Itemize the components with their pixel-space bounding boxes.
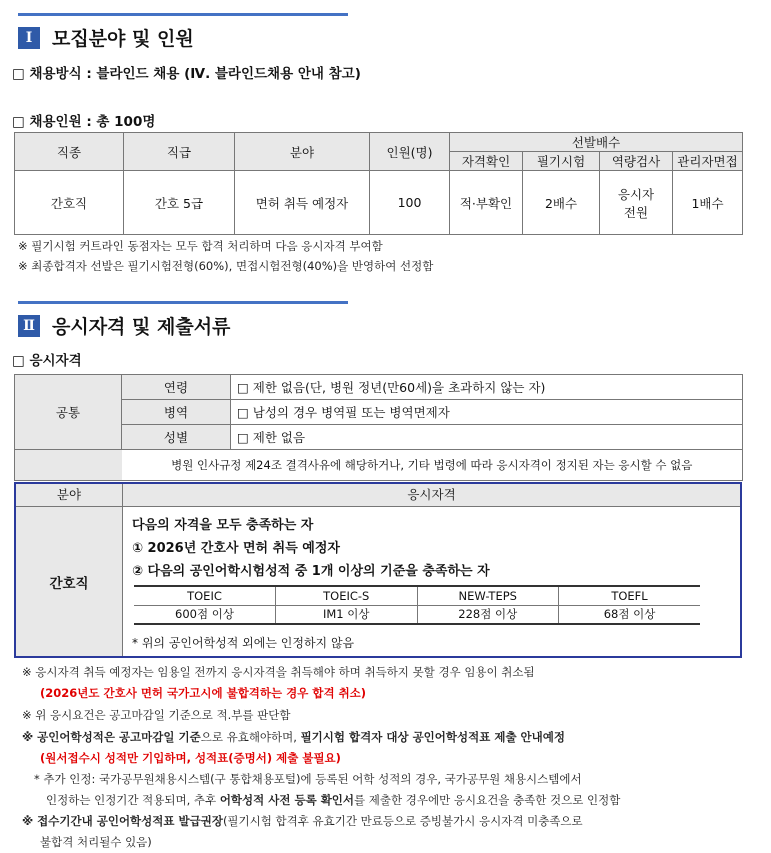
cell-qual-check: 적·부확인 bbox=[450, 171, 523, 235]
test-name: TOEIC-S bbox=[276, 586, 418, 605]
test-score: IM1 이상 bbox=[276, 605, 418, 624]
field-name: 간호직 bbox=[16, 507, 123, 656]
cell-field: 면허 취득 예정자 bbox=[235, 171, 370, 235]
row-val-age: □ 제한 없음(단, 병원 정년(만60세)을 초과하지 않는 자) bbox=[231, 375, 743, 400]
row-key-gender: 성별 bbox=[122, 425, 231, 450]
test-score: 68점 이상 bbox=[559, 605, 701, 624]
note-language-score: ※ 공인어학성적은 공고마감일 기준으로 유효해야하며, 필기시험 합격자 대상 공인어학성적표 제출 안내예정 bbox=[22, 730, 565, 744]
recruit-method-line: □ 채용방식 : 블라인드 채용 (Ⅳ. 블라인드채용 안내 참고) bbox=[12, 66, 361, 82]
col-header-written: 필기시험 bbox=[523, 152, 600, 171]
section-title: 응시자격 및 제출서류 bbox=[52, 316, 231, 338]
test-score: 600점 이상 bbox=[134, 605, 276, 624]
qual-line-1: 다음의 자격을 모두 충족하는 자 bbox=[132, 518, 314, 533]
test-score: 228점 이상 bbox=[417, 605, 559, 624]
recruit-count-line: □ 채용인원 : 총 100명 bbox=[12, 114, 156, 130]
qualification-heading: □ 응시자격 bbox=[12, 353, 82, 369]
test-name: TOEIC bbox=[134, 586, 276, 605]
qual-footnote: * 위의 공인어학성적 외에는 인정하지 않음 bbox=[132, 636, 355, 650]
col-header-field: 분야 bbox=[235, 133, 370, 171]
cell-count: 100 bbox=[370, 171, 450, 235]
test-name: NEW-TEPS bbox=[417, 586, 559, 605]
section-divider-line bbox=[18, 13, 348, 16]
note-cutline: ※ 필기시험 커트라인 동점자는 모두 합격 처리하며 다음 응시자격 부여함 bbox=[18, 239, 383, 253]
note-extra-2: 인정하는 인정기간 적용되며, 추후 어학성적 사전 등록 확인서를 제출한 경우에만 응시요건을 충족한 것으로 인정함 bbox=[46, 793, 621, 807]
section-divider-line bbox=[18, 301, 348, 304]
common-qual-table bbox=[14, 374, 743, 481]
section-2-heading bbox=[18, 312, 230, 339]
section-number-badge: Ⅰ bbox=[18, 27, 40, 49]
field-qual-box bbox=[14, 482, 742, 658]
col-header-qual-check: 자격확인 bbox=[450, 152, 523, 171]
note-prospective: ※ 응시자격 취득 예정자는 임용일 전까지 응시자격을 취득해야 하며 취득하지 못할 경우 임용이 취소됨 bbox=[22, 665, 535, 679]
qual-line-3: ② 다음의 공인어학시험성적 중 1개 이상의 기준을 충족하는 자 bbox=[132, 564, 490, 579]
section-number-badge: Ⅱ bbox=[18, 315, 40, 337]
col-header-grade: 직급 bbox=[124, 133, 235, 171]
col-header-selection: 선발배수 bbox=[450, 133, 743, 152]
qual-line-2: ① 2026년 간호사 면허 취득 예정자 bbox=[132, 541, 340, 556]
note-extra-1: * 추가 인정: 국가공무원채용시스템(구 통합채용포털)에 등록된 어학 성적의 경우, 국가공무원 채용시스템에서 bbox=[34, 772, 582, 786]
row-val-gender: □ 제한 없음 bbox=[231, 425, 743, 450]
language-score-table bbox=[134, 585, 700, 625]
cell-job: 간호직 bbox=[15, 171, 124, 235]
field-header: 분야 bbox=[16, 484, 123, 507]
common-label: 공통 bbox=[15, 375, 122, 450]
row-key-age: 연령 bbox=[122, 375, 231, 400]
col-header-competency: 역량검사 bbox=[600, 152, 673, 171]
cell-written: 2배수 bbox=[523, 171, 600, 235]
note-final-selection: ※ 최종합격자 선발은 필기시험전형(60%), 면접시험전형(40%)을 반영하여 선정함 bbox=[18, 259, 434, 273]
row-val-military: □ 남성의 경우 병역필 또는 병역면제자 bbox=[231, 400, 743, 425]
col-header-job: 직종 bbox=[15, 133, 124, 171]
common-footer: 병원 인사규정 제24조 결격사유에 해당하거나, 기타 법령에 따라 응시자격이 정지된 자는 응시할 수 없음 bbox=[122, 450, 743, 481]
cell-competency: 응시자 전원 bbox=[600, 171, 673, 235]
recruit-table bbox=[14, 132, 743, 235]
col-header-count: 인원(명) bbox=[370, 133, 450, 171]
section-title: 모집분야 및 인원 bbox=[52, 28, 194, 50]
row-key-military: 병역 bbox=[122, 400, 231, 425]
cell-interview: 1배수 bbox=[673, 171, 743, 235]
note-issue-recommend-2: 불합격 처리될수 있음) bbox=[40, 835, 152, 849]
qual-header: 응시자격 bbox=[123, 484, 740, 507]
note-language-red: (원서접수시 성적만 기입하며, 성적표(증명서) 제출 불필요) bbox=[40, 751, 341, 765]
note-prospective-red: (2026년도 간호사 면허 국가고시에 불합격하는 경우 합격 취소) bbox=[40, 686, 367, 700]
section-1-heading bbox=[18, 24, 194, 51]
col-header-interview: 관리자면접 bbox=[673, 152, 743, 171]
note-issue-recommend: ※ 접수기간내 공인어학성적표 발급권장(필기시험 합격후 유효기간 만료등으로 증빙불가시 응시자격 미충족으로 bbox=[22, 814, 583, 828]
note-deadline-basis: ※ 위 응시요건은 공고마감일 기준으로 적.부를 판단함 bbox=[22, 708, 291, 722]
test-name: TOEFL bbox=[559, 586, 701, 605]
cell-grade: 간호 5급 bbox=[124, 171, 235, 235]
